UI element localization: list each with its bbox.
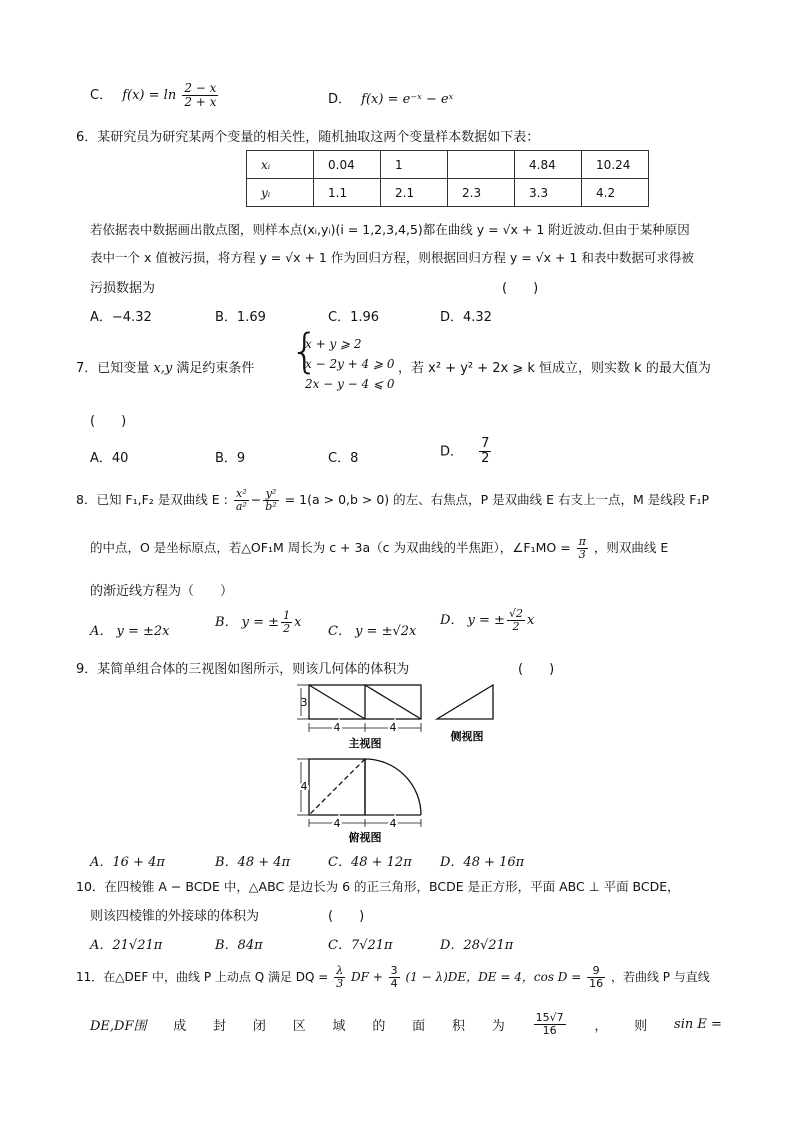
table-cell: 4.2 [582,179,649,207]
table-cell: 4.84 [515,151,582,179]
dim-label-4: 4 [389,721,397,734]
front-view-label: 主视图 [348,737,382,750]
top-view [297,759,421,827]
q10-option-b: B．84π [215,938,263,953]
q7-answer-paren: ( ) [90,414,127,429]
q10-option-a: A．21√21π [90,938,163,953]
q10-line-2: 则该四棱锥的外接球的体积为 [90,909,260,924]
table-cell: 10.24 [582,151,649,179]
table-cell: 1.1 [314,179,381,207]
table-cell: 1 [381,151,448,179]
q11-line-2: DE,DF围 成 封 闭 区 域 的 面 积 为 $\frac{15√7}{16}$ ， 则 sin E = [90,1011,722,1038]
dim-label-4: 4 [389,817,397,830]
top-view-label: 俯视图 [348,831,382,844]
table-cell: 0.04 [314,151,381,179]
q11-line-1: 11．在△DEF 中，曲线 P 上动点 Q 满足 DQ = $\frac{\lambda}{3}$ DF + $\frac{3}{4}$ (1 − λ)DE，DE = 4，cos D = $\frac{9}{16}$ ，若曲线 P 与直线 [76,964,710,991]
table-cell: 2.3 [448,179,515,207]
front-view [297,685,421,732]
q8-line-3: 的渐近线方程为（ ） [90,584,234,599]
q9-option-d: D．48 + 16π [440,855,525,870]
q6-text-line-3: 污损数据为 [90,281,156,296]
q6-option-c: C．1.96 [328,310,380,325]
side-view [437,685,493,719]
q8-line-1: 8．已知 F₁,F₂ 是双曲线 E : $\frac{\text{x²}}{\text{a²}}$ − $\frac{\text{y²}}{\text{b²}}$ = 1(a > 0,b > 0) 的左、右焦点，P 是双曲线 E 右支上一点，M 是线段 F₁P [76,487,709,514]
q7-brace: { [290,324,320,378]
q10-option-c: C．7√21π [328,938,393,953]
q9-option-c: C．48 + 12π [328,855,412,870]
table-cell: xᵢ [247,151,314,179]
constraint-3: 2x − y − 4 ⩽ 0 [305,377,395,391]
q6-answer-paren: ( ) [502,281,539,296]
table-cell: 3.3 [515,179,582,207]
q8-option-d: D． y = ± $\frac{√2}{2}$ x [440,607,535,634]
q8-option-c: C． y = ±√2x [328,624,417,639]
q9-option-a: A．16 + 4π [90,855,165,870]
dim-label-4: 4 [333,721,341,734]
q7-constraints [305,334,395,394]
q7-suffix: ，若 x² + y² + 2x ⩾ k 恒成立，则实数 k 的最大值为 [398,361,711,376]
q10-line-1: 10．在四棱锥 A − BCDE 中，△ABC 是边长为 6 的正三角形，BCDE 是正方形，平面 ABC ⊥ 平面 BCDE， [76,879,680,894]
table-row-y [247,179,649,207]
q8-option-a: A． y = ±2x [90,624,170,639]
constraint-2: x − 2y + 4 ⩾ 0 [305,357,395,371]
q6-option-b: B．1.69 [215,310,266,325]
q8-line-2: 的中点，O 是坐标原点，若△OF₁M 周长为 c + 3a（c 为双曲线的半焦距），∠F₁MO = $\frac{\pi}{3}$ ，则双曲线 E [90,535,669,562]
q5-option-d: D． f(x) = e⁻ˣ − eˣ [328,92,454,107]
q7-option-c: C．8 [328,451,359,466]
dim-label-4: 4 [333,817,341,830]
q9-option-b: B．48 + 4π [215,855,291,870]
q6-data-table [246,150,649,207]
q9-answer-paren: ( ) [518,662,555,677]
table-cell [448,151,515,179]
q9-stem: 9．某简单组合体的三视图如图所示，则该几何体的体积为 [76,662,410,677]
q6-stem: 6．某研究员为研究某两个变量的相关性，随机抽取这两个变量样本数据如下表： [76,130,540,145]
q7-prefix: 7．已知变量 x,y 满足约束条件 [76,361,255,376]
q6-option-d: D．4.32 [440,310,492,325]
side-view-label: 侧视图 [450,730,484,743]
q8-option-b: B． y = ± $\frac{1}{2}$ x [215,609,302,636]
q7-option-a: A．40 [90,451,129,466]
table-cell: 2.1 [381,179,448,207]
table-row-x [247,151,649,179]
three-view-diagram [295,680,515,845]
q5-option-c: C． f(x) = ln $\frac{2 - x}{2 + x}$ [90,81,217,110]
q6-text-line-2: 表中一个 x 值被污损，将方程 y = √x + 1 作为回归方程，则根据回归方程 y = √x + 1 和表中数据可求得被 [90,250,694,265]
q7-option-b: B．9 [215,451,246,466]
dim-label-4: 4 [300,780,308,793]
dim-label-3: 3 [300,696,308,709]
q10-option-d: D．28√21π [440,938,514,953]
q6-option-a: A．−4.32 [90,310,152,325]
constraint-1: x + y ⩾ 2 [305,337,362,351]
q6-text-line-1: 若依据表中数据画出散点图，则样本点(xᵢ,yᵢ)(i = 1,2,3,4,5)都在曲线 y = √x + 1 附近波动.但由于某种原因 [90,222,690,237]
table-cell: yᵢ [247,179,314,207]
q7-option-d: D． $\frac{7}{2}$ [440,436,490,467]
q10-answer-paren: ( ) [328,909,365,924]
